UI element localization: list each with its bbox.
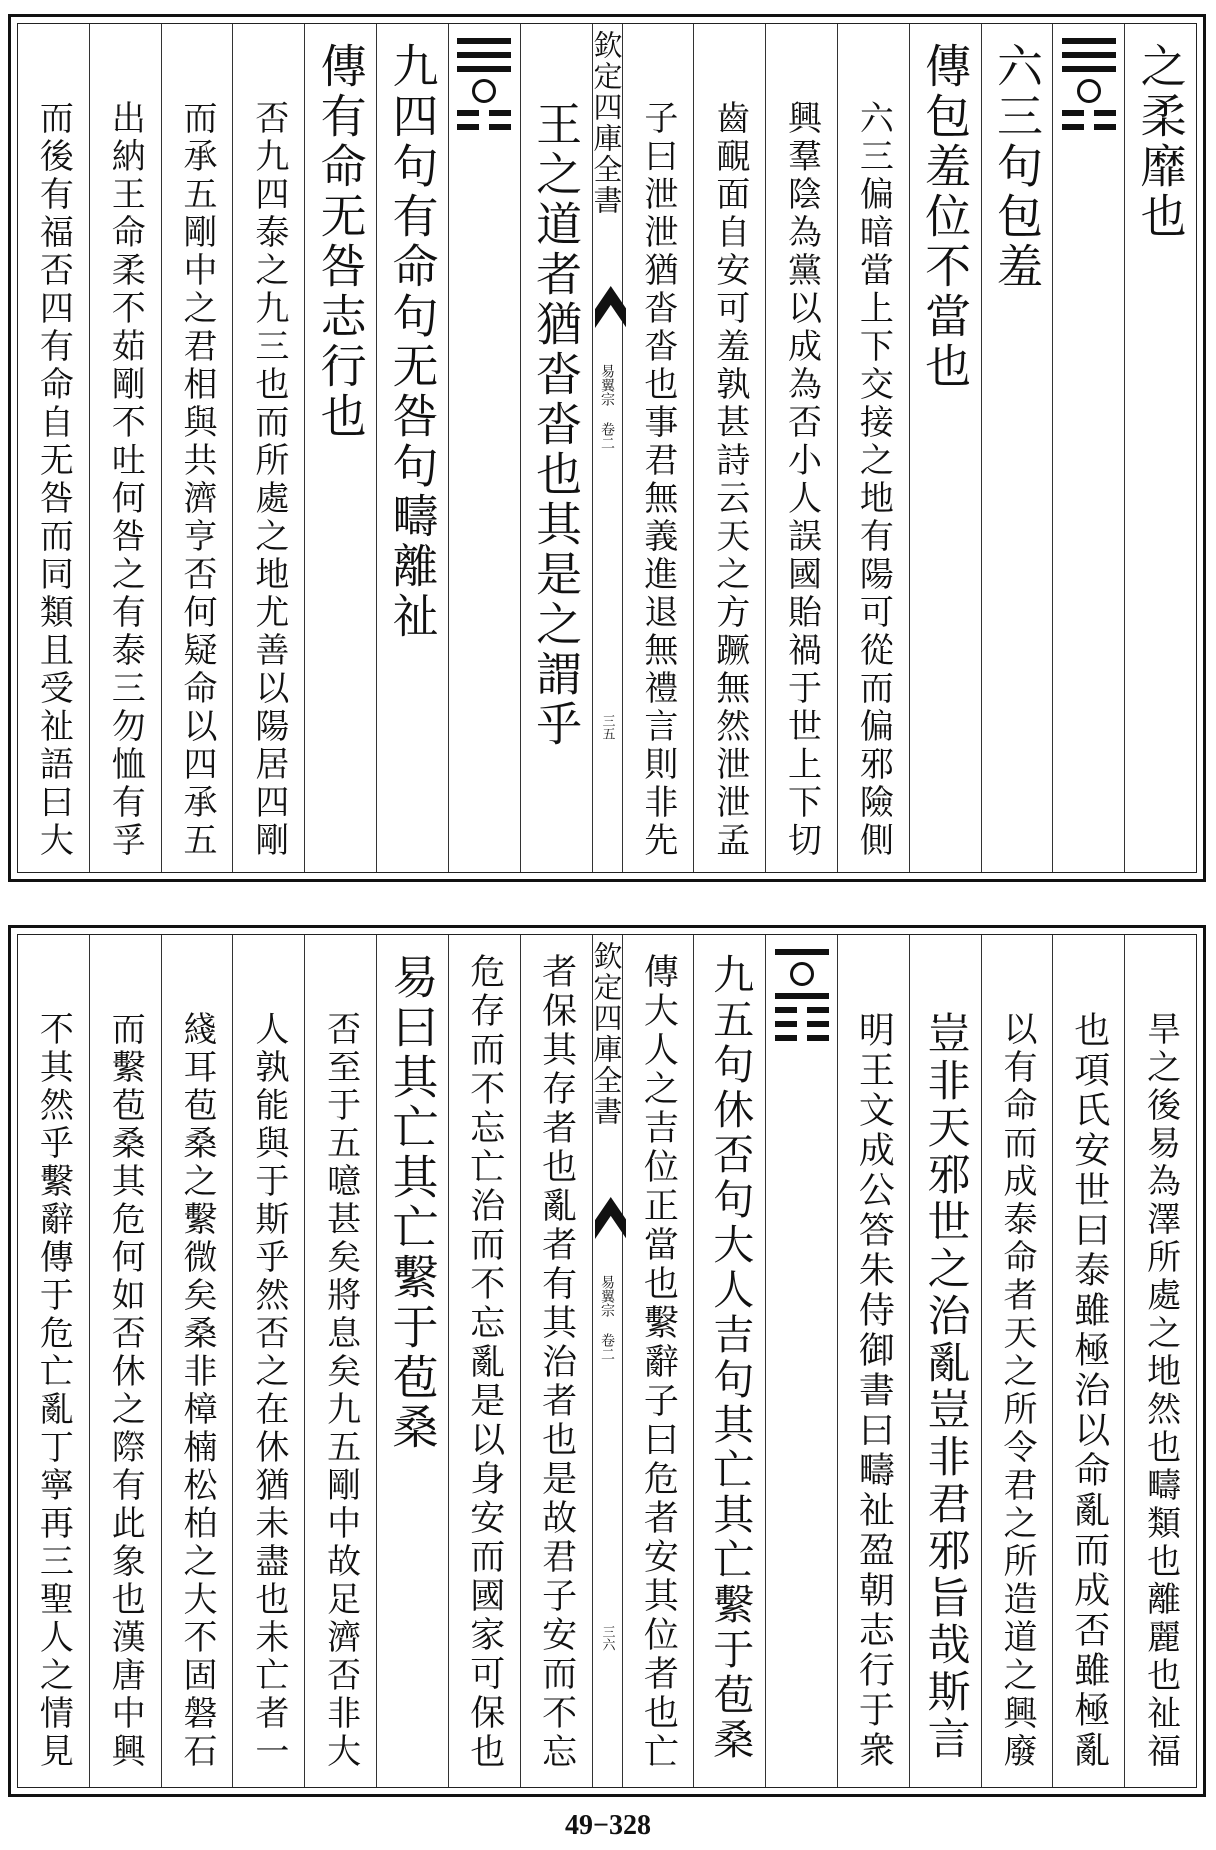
hexagram-icon — [1062, 34, 1116, 134]
top-page — [8, 14, 1206, 882]
column-text: 六三偏暗當上下交接之地有陽可從而偏邪險側 — [853, 100, 894, 860]
text-column — [304, 935, 376, 1787]
text-column — [765, 24, 837, 872]
text-column — [520, 935, 592, 1787]
fish-tail-icon — [595, 1197, 627, 1239]
column-text: 旱之後易為澤所處之地然也疇類也離麗也祉福 — [1140, 1011, 1181, 1771]
text-column — [837, 24, 909, 872]
text-column — [622, 24, 694, 872]
column-text: 易曰其亡其亡繫于苞桑 — [385, 953, 440, 1453]
folio-mark: 三五 — [599, 714, 615, 740]
text-column — [981, 24, 1053, 872]
text-column — [1052, 935, 1124, 1787]
column-text: 而繫苞桑其危何如否休之際有此象也漢唐中興 — [105, 1011, 146, 1771]
column-text: 綫耳苞桑之繫微矣桑非樟楠松柏之大不固磐石 — [177, 1011, 218, 1771]
text-column — [1124, 24, 1196, 872]
column-text: 興羣陰為黨以成為否小人誤國貽禍于世上下切 — [781, 100, 822, 860]
text-column — [693, 935, 765, 1787]
top-columns — [17, 23, 1197, 873]
column-text: 而承五剛中之君相與共濟亨否何疑命以四承五 — [177, 100, 218, 860]
text-column — [981, 935, 1053, 1787]
column-text: 王之道者猶沓沓也其是之謂乎 — [529, 100, 584, 750]
column-text: 人孰能與于斯乎然否之在休猶未盡也未亡者一 — [248, 1011, 289, 1771]
text-column — [376, 935, 448, 1787]
column-text: 出納王命柔不茹剛不吐何咎之有泰三勿恤有孚 — [105, 100, 146, 860]
text-column — [161, 935, 233, 1787]
text-column — [837, 935, 909, 1787]
column-text: 否九四泰之九三也而所處之地尤善以陽居四剛 — [248, 100, 289, 860]
text-column — [376, 24, 448, 872]
book-label: 欽定四庫全書 — [589, 941, 624, 1127]
column-text: 也項氏安世曰泰雖極治以命亂而成否雖極亂 — [1068, 1011, 1110, 1771]
text-column — [18, 935, 89, 1787]
column-text: 齒靦面自安可羞孰甚詩云天之方蹶無然泄泄孟 — [709, 100, 750, 860]
hexagram-icon — [457, 34, 511, 134]
column-text: 傳包羞位不當也 — [918, 42, 973, 392]
column-text: 九五句休否句大人吉句其亡其亡繫于苞桑 — [706, 953, 755, 1763]
column-text: 豈非天邪世之治亂豈非君邪旨哉斯言 — [920, 1011, 971, 1763]
text-column — [520, 24, 592, 872]
book-label: 欽定四庫全書 — [589, 30, 624, 216]
page-number: 49−328 — [565, 1810, 651, 1841]
column-text: 不其然乎繫辭傳于危亡亂丁寧再三聖人之情見 — [33, 1011, 74, 1771]
column-text: 以有命而成泰命者天之所令君之所造道之興廢 — [996, 1011, 1037, 1771]
hexagram-column — [1052, 24, 1124, 872]
text-column — [909, 24, 981, 872]
center-fold — [589, 935, 624, 1787]
text-column — [232, 935, 304, 1787]
text-column — [161, 24, 233, 872]
hexagram-column — [765, 935, 837, 1787]
folio-mark: 三六 — [599, 1625, 615, 1651]
text-column — [1124, 935, 1196, 1787]
text-column — [448, 935, 520, 1787]
column-text: 之柔靡也 — [1133, 42, 1188, 242]
bottom-page — [8, 925, 1206, 1797]
column-text: 六三句包羞 — [989, 42, 1044, 292]
text-column — [18, 24, 89, 872]
column-text: 而後有福否四有命自无咎而同類且受祉語曰大 — [33, 100, 74, 860]
text-column — [693, 24, 765, 872]
text-column — [89, 935, 161, 1787]
column-text: 子曰泄泄猶沓沓也事君無義進退無禮言則非先 — [637, 100, 678, 860]
hexagram-icon — [775, 945, 829, 1045]
column-text: 者保其存者也亂者有其治者也是故君子安而不忘 — [536, 953, 577, 1772]
column-text: 傳大人之吉位正當也繫辭子曰危者安其位者也亡 — [638, 953, 679, 1772]
text-column — [89, 24, 161, 872]
volume-label: 易翼宗 卷二 — [599, 1275, 615, 1361]
fish-tail-icon — [595, 286, 627, 328]
text-column — [909, 935, 981, 1787]
column-text: 否至于五噫甚矣將息矣九五剛中故足濟否非大 — [320, 1011, 361, 1771]
bottom-columns — [17, 934, 1197, 1788]
text-column — [232, 24, 304, 872]
text-column — [622, 935, 694, 1787]
center-fold — [589, 24, 624, 872]
column-text: 傳有命无咎志行也 — [313, 42, 368, 442]
column-text: 危存而不忘亡治而不忘亂是以身安而國家可保也 — [464, 953, 505, 1772]
text-column — [304, 24, 376, 872]
column-text: 九四句有命句无咎句疇離祉 — [385, 42, 440, 642]
volume-label: 易翼宗 卷二 — [599, 364, 615, 450]
column-text: 明王文成公答朱侍御書曰疇祉盈朝志行于衆 — [853, 1011, 895, 1771]
hexagram-column — [448, 24, 520, 872]
